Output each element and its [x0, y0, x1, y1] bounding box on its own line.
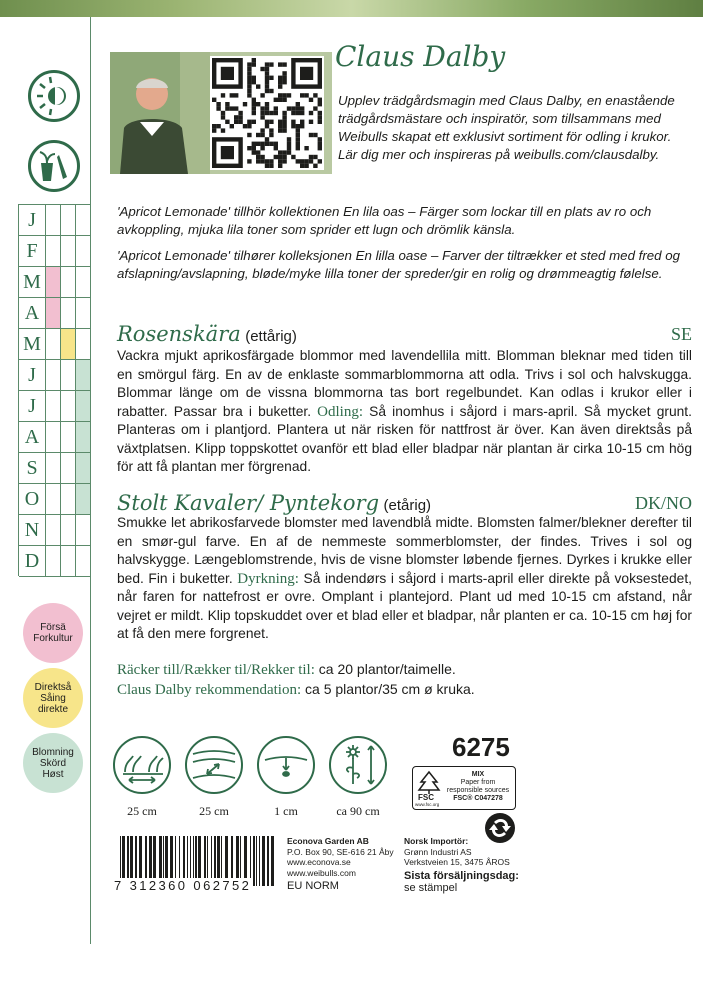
- legend-text: Försä Forkultur: [33, 622, 73, 644]
- reach-line: [117, 660, 456, 680]
- bloom-cell: [75, 267, 90, 298]
- calendar-month-11: [19, 514, 91, 545]
- indoor-sowing-cell: [45, 298, 60, 329]
- plant-type-dkno: (etårig): [383, 497, 432, 514]
- best-before-title: Sista försäljningsdag:: [404, 870, 519, 882]
- sowing-calendar: [18, 204, 90, 576]
- indoor-sowing-cell: [45, 453, 60, 484]
- barcode-number: 7 312360 062752: [114, 878, 252, 893]
- heading-se: [117, 322, 692, 346]
- legend-direct-sowing: [23, 668, 83, 728]
- reach-value: ca 20 plantor/taimelle.: [318, 661, 456, 677]
- calendar-bottom-line: [19, 576, 91, 577]
- plant-name-se: Rosenskära: [117, 322, 241, 346]
- cultivation-text-se: Så inomhus i såjord i mars-april. Så mycket grunt. Planteras om i plantjord. Plantera ut när risken för nattfrost är över. Kan även direktsås på växtplatsen. Klipp toppskottet ovanför ett blad eller bladpar när plantan är cirka 10-15 cm hög för att få plantan mer förgrenad.: [117, 403, 692, 474]
- plant-spacing-icon: [113, 736, 171, 794]
- plant-height-label: ca 90 cm: [336, 804, 380, 818]
- best-before: [404, 870, 519, 894]
- foliage-banner: [0, 0, 703, 17]
- bloom-cell: [75, 298, 90, 329]
- reach-label: Räcker till/Rækker til/Rekker til:: [117, 662, 315, 678]
- indoor-sowing-cell: [45, 236, 60, 267]
- fsc-site: www.fsc.org: [415, 802, 440, 807]
- collection-text-no: 'Apricot Lemonade' tilhører kolleksjonen En lilla oase – Farver der tiltrækker et sted med fred og afslapning/avslapning, bløde/myke lilla toner der spreder/gir en rolig og drømmeagtig følelse.: [117, 248, 681, 281]
- recycle-icon: [484, 812, 516, 844]
- bloom-cell: [75, 453, 90, 484]
- direct-sowing-cell: [60, 329, 75, 360]
- row-spacing-icon: [185, 736, 243, 794]
- sun-shade-icon: [28, 70, 80, 122]
- description-dkno: [117, 514, 692, 644]
- legend-indoor-sowing: [23, 603, 83, 663]
- month-letter: A: [24, 302, 40, 324]
- company-web-1[interactable]: www.econova.se: [287, 857, 351, 867]
- indoor-sowing-cell: [45, 205, 60, 236]
- direct-sowing-cell: [60, 484, 75, 515]
- cultivation-label-dkno: Dyrkning:: [237, 570, 299, 587]
- indoor-sowing-cell: [45, 546, 60, 577]
- heading-dkno: [117, 491, 692, 515]
- collection-text-sv: 'Apricot Lemonade' tillhör kollektionen En lila oas – Färger som lockar till en plats av ro och avkoppling, mjuka lila toner som sprider ett lugn och drömlik känsla.: [117, 204, 652, 237]
- calendar-month-12: [19, 545, 91, 576]
- bloom-cell: [75, 484, 90, 515]
- indoor-sowing-cell: [45, 329, 60, 360]
- bloom-cell: [75, 329, 90, 360]
- month-letter: O: [24, 488, 40, 510]
- claus-dalby-signature: Claus Dalby: [335, 40, 506, 73]
- fsc-logo-text: FSC: [418, 793, 434, 802]
- indoor-sowing-cell: [45, 360, 60, 391]
- description-se-text: Vackra mjukt aprikosfärgade blommor med lavendellila mitt. Blomman bleknar med tiden till en smörgul färg. En av de enklaste sommarblommorna att odla. Trivs i sol och halvskugga. Blommar länge om de vissna blommorna tas bort regelbundet. Kan odlas i krukor eller i rabatter. Passar bra i buketter.: [117, 348, 692, 419]
- best-before-value: se stämpel: [404, 882, 458, 894]
- intro-text: Upplev trädgårdsmagin med Claus Dalby, en enastående trädgårdsmästare och inspiratör, som tillsammans med Weibulls skapat ett exklusivt sortiment för odling i krukor. Lär dig mer och inspireras på weibulls.com/clausdalby.: [338, 93, 675, 162]
- bloom-cell: [75, 236, 90, 267]
- qr-code[interactable]: [212, 58, 322, 168]
- direct-sowing-cell: [60, 391, 75, 422]
- direct-sowing-cell: [60, 422, 75, 453]
- eu-norm: EU NORM: [287, 880, 339, 892]
- calendar-month-8: [19, 421, 91, 452]
- language-dkno: DK/NO: [635, 493, 692, 513]
- month-letter: J: [28, 364, 36, 386]
- indoor-sowing-cell: [45, 267, 60, 298]
- company-web-2[interactable]: www.weibulls.com: [287, 867, 356, 878]
- indoor-sowing-cell: [45, 484, 60, 515]
- calendar-month-6: [19, 359, 91, 390]
- direct-sowing-cell: [60, 205, 75, 236]
- row-spacing-label: 25 cm: [199, 804, 229, 818]
- bloom-cell: [75, 360, 90, 391]
- plant-spacing-label: 25 cm: [127, 804, 157, 818]
- importer-title: Norsk Importör:: [404, 836, 469, 846]
- month-letter: M: [23, 333, 41, 355]
- indoor-sowing-cell: [45, 391, 60, 422]
- calendar-month-3: [19, 266, 91, 297]
- calendar-month-9: [19, 452, 91, 483]
- calendar-month-4: [19, 297, 91, 328]
- legend-text: Direktså Såing direkte: [34, 681, 72, 715]
- calendar-month-5: [19, 328, 91, 359]
- month-letter: M: [23, 271, 41, 293]
- fsc-label: [412, 766, 516, 810]
- plant-type-se: (ettårig): [245, 328, 297, 345]
- direct-sowing-cell: [60, 546, 75, 577]
- fsc-mix: MIX: [471, 771, 485, 778]
- cultivation-text-dkno: Så indendørs i såjord i marts-april eller direkte på voksestedet, når faren for nattefrost er ovre. Omplant i plantejord. Plant ud med 10-15 cm afstand, når vejret er mildt. Klip topskuddet over et blad eller et bladpar, når planten er ca. 10-15 cm høj for at få den mere forgrenet.: [117, 570, 692, 641]
- bloom-cell: [75, 205, 90, 236]
- importer-name: Grønn Industri AS: [404, 846, 472, 857]
- cultivation-label-se: Odling:: [317, 403, 364, 420]
- bloom-cell: [75, 391, 90, 422]
- direct-sowing-cell: [60, 267, 75, 298]
- direct-sowing-cell: [60, 453, 75, 484]
- calendar-month-2: [19, 235, 91, 266]
- plant-height-icon: [329, 736, 387, 794]
- bloom-cell: [75, 515, 90, 546]
- description-se: [117, 347, 692, 477]
- direct-sowing-cell: [60, 298, 75, 329]
- recommendation-label: Claus Dalby rekommendation:: [117, 682, 302, 698]
- month-letter: F: [26, 240, 38, 262]
- legend-blooming: [23, 733, 83, 793]
- product-code: 6275: [452, 732, 510, 762]
- month-letter: J: [28, 209, 36, 231]
- direct-sowing-cell: [60, 515, 75, 546]
- sowing-depth-icon: [257, 736, 315, 794]
- importer-address: Verkstveien 15, 3475 ÅROS: [404, 857, 510, 867]
- language-se: SE: [670, 324, 692, 344]
- fsc-text: [443, 771, 513, 803]
- pot-trowel-icon: [28, 140, 80, 192]
- month-letter: N: [24, 519, 40, 541]
- calendar-month-7: [19, 390, 91, 421]
- company-address: P.O. Box 90, SE-616 21 Åby: [287, 846, 394, 857]
- indoor-sowing-cell: [45, 422, 60, 453]
- direct-sowing-cell: [60, 360, 75, 391]
- description-dkno-text: Smukke let abrikosfarvede blomster med lavendblå midte. Blomsten falmer/blekner derefter til en smør-gul farve. En af de nemmeste sommerblomster, der findes. Trives i sol og halvskygge. Længeblomstrende, hvis de visne blomster løbende fjernes. Dyrkes i krukke eller bed. Fin i buketter.: [117, 515, 692, 586]
- recommendation-value: ca 5 plantor/35 cm ø kruka.: [305, 681, 475, 697]
- month-letter: D: [24, 550, 40, 572]
- indoor-sowing-cell: [45, 515, 60, 546]
- month-letter: S: [26, 457, 38, 479]
- bloom-cell: [75, 422, 90, 453]
- company-name: Econova Garden AB: [287, 836, 369, 846]
- company-info: [287, 836, 394, 878]
- fsc-paper-text: Paper from responsible sources: [446, 779, 510, 794]
- month-letter: J: [28, 395, 36, 417]
- month-letter: A: [24, 426, 40, 448]
- plant-name-dkno: Stolt Kavaler/ Pyntekorg: [117, 491, 380, 515]
- calendar-month-1: [19, 204, 91, 235]
- bloom-cell: [75, 546, 90, 577]
- calendar-month-10: [19, 483, 91, 514]
- fsc-code: FSC® C047278: [453, 795, 503, 802]
- legend-text: Blomning Skörd Høst: [32, 746, 74, 780]
- sowing-depth-label: 1 cm: [274, 804, 298, 818]
- recommendation-line: [117, 680, 475, 700]
- direct-sowing-cell: [60, 236, 75, 267]
